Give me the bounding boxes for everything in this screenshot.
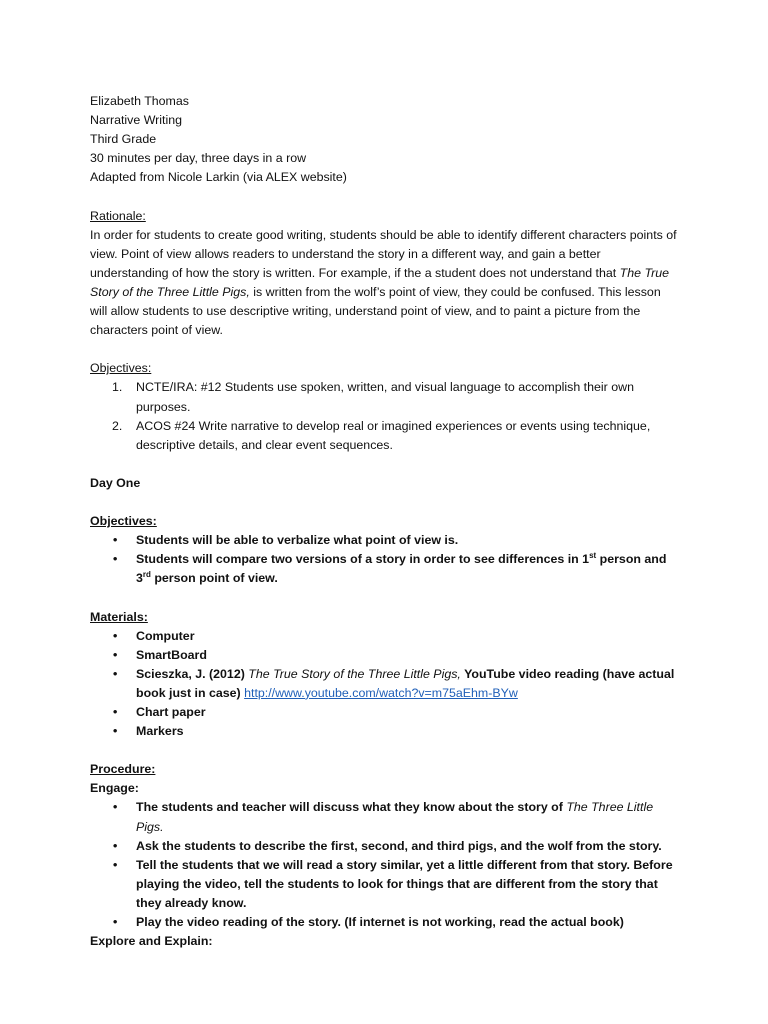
day-one-objectives-list: [90, 531, 680, 588]
header-block: [90, 92, 680, 187]
rationale-heading: Rationale:: [90, 208, 146, 223]
objective-text-part: person and 3: [136, 552, 667, 586]
objectives-section: [90, 359, 680, 454]
objective-text: Students will be able to verbalize what point of view is.: [136, 533, 459, 548]
schedule: 30 minutes per day, three days in a row: [90, 151, 307, 166]
objective-text-part: person point of view.: [150, 571, 278, 586]
list-item: [90, 798, 680, 836]
procedure-text: Tell the students that we will read a story similar, yet a little different from that story. Before playing the video, tell the students to look for things that are different from the story that they already know.: [136, 857, 673, 910]
objectives-heading: Objectives:: [90, 361, 152, 376]
objective-text-part: Students will compare two versions of a story in order to see differences in 1: [136, 552, 590, 567]
day-one-objectives-heading: Objectives:: [90, 514, 157, 529]
objectives-list: [90, 378, 680, 454]
bullet: •: [113, 533, 118, 548]
bullet: •: [113, 666, 118, 681]
bullet: •: [113, 724, 118, 739]
materials-heading: Materials:: [90, 609, 148, 624]
procedure-section: [90, 760, 680, 951]
bullet: •: [113, 838, 118, 853]
procedure-text: Play the video reading of the story. (If internet is not working, read the actual book): [136, 915, 624, 930]
list-item: [90, 913, 680, 932]
procedure-heading: Procedure:: [90, 762, 156, 777]
list-item: [90, 417, 680, 455]
citation-note: YouTube video reading (have actual book just in case): [136, 666, 675, 700]
bullet: •: [113, 705, 118, 719]
procedure-text: [136, 800, 653, 833]
list-item: [90, 856, 680, 913]
bullet: •: [113, 552, 118, 567]
ordinal-suffix: rd: [142, 570, 151, 580]
rationale-text: [90, 226, 680, 341]
lesson-plan: [90, 92, 680, 951]
youtube-link[interactable]: http://www.youtube.com/watch?v=m75aEhm-BYw: [244, 685, 518, 700]
bullet: •: [113, 915, 118, 930]
material-text: Chart paper: [136, 705, 206, 719]
list-item: [90, 378, 680, 416]
rationale-section: [90, 207, 680, 341]
bullet: •: [113, 800, 118, 815]
list-item: [90, 531, 680, 550]
citation-author: Scieszka, J. (2012): [136, 666, 249, 681]
material-text: Computer: [136, 628, 195, 643]
list-item: [90, 665, 680, 703]
source-credit: Adapted from Nicole Larkin (via ALEX website): [90, 170, 347, 185]
rationale-text-start: In order for students to create good writing, students should be able to identify different characters points of view. Point of view allows readers to understand the story in a different way, and gain a better understanding of how the story is written. For example, if the a student does not understand that: [90, 227, 677, 280]
list-item: [90, 550, 680, 588]
objective-text: NCTE/IRA: #12 Students use spoken, written, and visual language to accomplish their own purposes.: [136, 380, 634, 414]
ordinal-suffix: st: [589, 551, 597, 561]
material-text: SmartBoard: [136, 647, 207, 662]
story-title: The Three Little Pigs.: [136, 800, 654, 834]
day-one-objectives-section: [90, 512, 680, 588]
objective-text: [136, 552, 666, 585]
bullet: •: [113, 628, 118, 643]
bullet: •: [113, 647, 118, 662]
day-one-heading: Day One: [90, 475, 141, 490]
item-number: 2.: [112, 418, 123, 433]
rationale-book-title: The True Story of the Three Little Pigs,: [90, 265, 670, 299]
list-item: [90, 837, 680, 856]
item-number: 1.: [112, 380, 123, 395]
materials-section: [90, 608, 680, 742]
material-text: Markers: [136, 724, 184, 739]
list-item: [90, 722, 680, 741]
subject: Narrative Writing: [90, 113, 183, 128]
objective-text: ACOS #24 Write narrative to develop real or imagined experiences or events using technique, descriptive details, and clear event sequences.: [136, 418, 651, 452]
list-item: [90, 627, 680, 646]
bullet: •: [113, 857, 118, 872]
list-item: [90, 646, 680, 665]
citation-title: The True Story of the Three Little Pigs,: [248, 666, 461, 681]
procedure-text: Ask the students to describe the first, second, and third pigs, and the wolf from the story.: [136, 838, 662, 853]
engage-list: [90, 798, 680, 932]
author-name: Elizabeth Thomas: [90, 94, 189, 108]
rationale-text-end: is written from the wolf’s point of view, they could be confused. This lesson will allow students to use descriptive writing, understand point of view, and to paint a picture from the characters point of view.: [90, 284, 661, 338]
engage-label: Engage:: [90, 781, 139, 796]
materials-list: [90, 627, 680, 742]
procedure-text-part: The students and teacher will discuss what they know about the story of: [136, 800, 567, 815]
explore-explain-label: Explore and Explain:: [90, 934, 213, 949]
grade-level: Third Grade: [90, 132, 157, 147]
list-item: [90, 703, 680, 722]
material-text: [136, 667, 674, 700]
